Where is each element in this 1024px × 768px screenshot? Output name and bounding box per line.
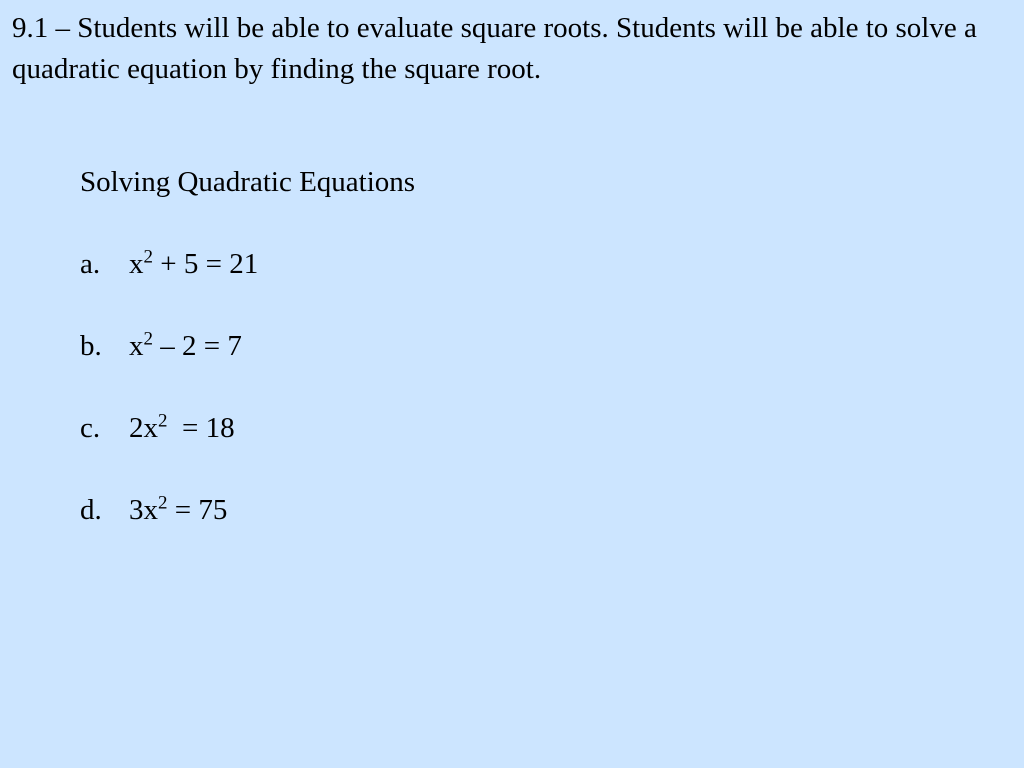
problem-c <box>80 408 235 448</box>
problem-b <box>80 326 242 366</box>
problem-a <box>80 244 258 284</box>
problem-d <box>80 490 227 530</box>
problem-rest: + 5 = 21 <box>153 248 259 280</box>
problem-label: c. <box>80 412 101 444</box>
problem-exponent: 2 <box>143 328 153 350</box>
problem-label: b. <box>80 330 102 362</box>
problem-label: a. <box>80 248 101 280</box>
problem-exponent: 2 <box>158 410 168 432</box>
problem-base: x <box>129 248 144 280</box>
problem-exponent: 2 <box>143 246 153 268</box>
problem-base: 2x <box>129 412 158 444</box>
problem-base: x <box>129 330 144 362</box>
section-title: Solving Quadratic Equations <box>80 166 416 198</box>
problem-section <box>80 162 416 526</box>
objective-text: 9.1 – Students will be able to evaluate square roots. Students will be able to solve a quadratic equation by finding the square root. <box>12 12 977 85</box>
problem-base: 3x <box>129 494 158 526</box>
problem-rest: = 18 <box>167 412 235 444</box>
problem-label: d. <box>80 494 102 526</box>
problem-exponent: 2 <box>158 492 168 514</box>
problem-rest: – 2 = 7 <box>153 330 242 362</box>
problem-rest: = 75 <box>167 494 228 526</box>
